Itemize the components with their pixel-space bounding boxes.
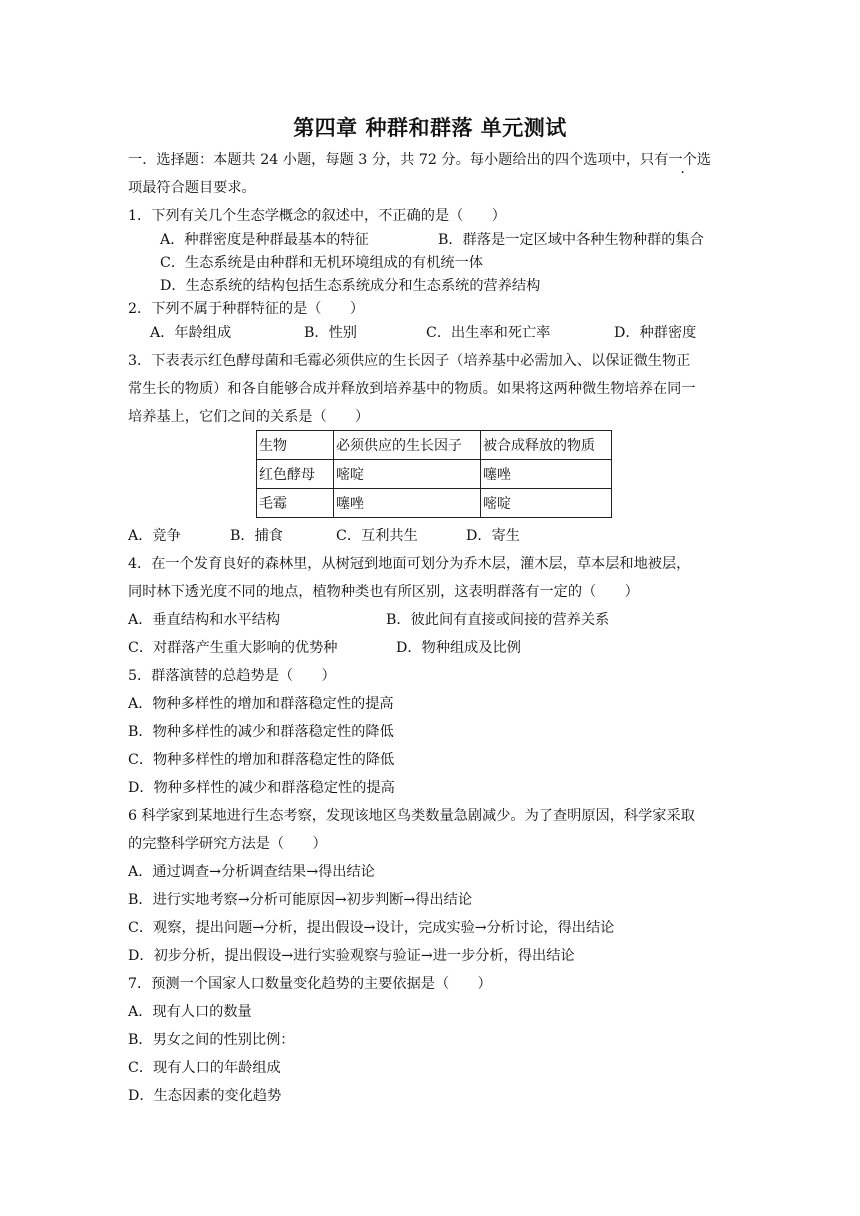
question-2-option-a: A．年龄组成 [150,325,232,341]
instructions-text-b: 选 [696,152,711,168]
question-7-option-b: B．男女之间的性别比例： [128,1032,295,1048]
question-1-stem: 1．下列有关几个生态学概念的叙述中，不正确的是（ ） [128,208,506,224]
question-4-option-a: A．垂直结构和水平结构 [128,612,281,628]
table-cell: 噻唑 [481,460,612,489]
question-7-stem: 7．预测一个国家人口数量变化趋势的主要依据是（ ） [128,976,492,992]
question-5-option-c: C．物种多样性的增加和群落稳定性的降低 [128,752,395,768]
question-6-option-a: A．通过调查→分析调查结果→得出结论 [128,864,375,880]
question-2-stem: 2．下列不属于种群特征的是（ ） [128,301,365,317]
question-3-line-3: 培养基上，它们之间的关系是（ ） [128,409,370,425]
question-6-line-1: 6 科学家到某地进行生态考察，发现该地区鸟类数量急剧减少。为了查明原因，科学家采取 [128,808,695,824]
table-header-cell: 生物 [257,431,334,460]
question-3-line-2: 常生长的物质）和各自能够合成并释放到培养基中的物质。如果将这两种微生物培养在同一 [128,381,696,397]
question-5-option-d: D．物种多样性的减少和群落稳定性的提高 [128,780,395,796]
instructions-text-a: 一．选择题：本题共 24 小题，每题 3 分，共 72 分。每小题给出的四个选项中，只有 [128,152,669,168]
question-7-option-c: C．现有人口的年龄组成 [128,1060,281,1076]
question-4-line-2: 同时林下透光度不同的地点，植物种类也有所区别，这表明群落有一定的（ ） [128,584,639,600]
instructions-line-2: 项最符合题目要求。 [128,180,256,196]
question-5-stem: 5．群落演替的总趋势是（ ） [128,668,336,684]
growth-factor-table [256,430,612,518]
question-7-option-a: A．现有人口的数量 [128,1004,252,1020]
question-3-option-b: B．捕食 [230,528,283,544]
table-row [257,460,612,489]
question-2-option-b: B．性别 [304,325,357,341]
question-1-option-c: C．生态系统是由种群和无机环境组成的有机统一体 [160,255,483,271]
table-header-cell: 被合成释放的物质 [481,431,612,460]
question-1-option-a: A．种群密度是种群最基本的特征 [160,232,369,248]
question-6-option-b: B．进行实地考察→分析可能原因→初步判断→得出结论 [128,892,473,908]
question-5-option-a: A．物种多样性的增加和群落稳定性的提高 [128,696,394,712]
question-3-line-1: 3．下表表示红色酵母菌和毛霉必须供应的生长因子（培养基中必需加入、以保证微生物正 [128,353,691,369]
table-cell: 嘧啶 [334,460,481,489]
question-6-option-d: D．初步分析，提出假设→进行实验观察与验证→进一步分析，得出结论 [128,948,575,964]
question-1-option-b: B．群落是一定区域中各种生物种群的集合 [438,232,704,248]
question-3-option-a: A．竞争 [128,528,181,544]
question-2-option-c: C．出生率和死亡率 [426,325,551,341]
table-cell: 嘧啶 [481,489,612,518]
table-row [257,489,612,518]
question-6-option-c: C．观察，提出问题→分析，提出假设→设计，完成实验→分析讨论，得出结论 [128,920,615,936]
table-cell: 红色酵母 [257,460,334,489]
question-3-option-d: D．寄生 [466,528,520,544]
question-2-option-d: D．种群密度 [614,325,697,341]
question-4-option-b: B．彼此间有直接或间接的营养关系 [386,612,610,628]
question-7-option-d: D．生态因素的变化趋势 [128,1088,282,1104]
question-1-option-d: D．生态系统的结构包括生态系统成分和生态系统的营养结构 [160,278,541,294]
table-cell: 噻唑 [334,489,481,518]
instructions-line-1 [128,150,711,170]
question-4-option-c: C．对群落产生重大影响的优势种 [128,640,338,656]
question-3-option-c: C．互利共生 [336,528,418,544]
page-title: 第四章 种群和群落 单元测试 [293,116,567,140]
emphasis-text: 一个 [668,152,697,168]
question-4-option-d: D．物种组成及比例 [396,640,521,656]
question-4-line-1: 4．在一个发育良好的森林里，从树冠到地面可划分为乔木层，灌木层，草本层和地被层， [128,556,691,572]
question-6-line-2: 的完整科学研究方法是（ ） [128,836,327,852]
table-header-row [257,431,612,460]
question-5-option-b: B．物种多样性的减少和群落稳定性的降低 [128,724,394,740]
table-cell: 毛霉 [257,489,334,518]
table-header-cell: 必须供应的生长因子 [334,431,481,460]
